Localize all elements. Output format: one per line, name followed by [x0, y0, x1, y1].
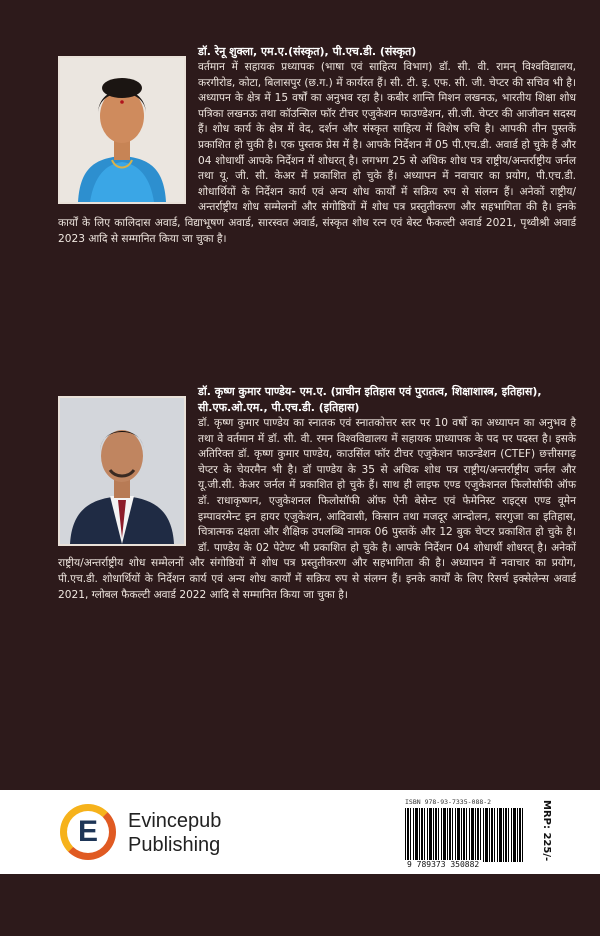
- author1-portrait-image: [60, 58, 184, 202]
- author1-photo: [58, 56, 186, 204]
- author1-bio: वर्तमान में सहायक प्रध्यापक (भाषा एवं साहित्य विभाग) डॉ. सी. वी. रामन् विश्वविद्यालय, करगीरोड, कोटा, बिलासपुर (छ.ग.) में कार्यरत हैं। सी. टी. इ. एफ. सी. जी. चेप्टर की सचिव भी है। अध्यापन के क्षेत्र में 15 वर्षों का अनुभव रहा है। कबीर शान्ति मिशन लखनऊ, भारतीय शिक्षा शोध पत्रिका लखनऊ तथा कॉउन्सिल फॉर टीचर एजुकेशन फाउण्डेशन, सी.जी. चेप्टर की आजीवन सदस्य हैं। शोध कार्य के क्षेत्र में वेद, दर्शन और संस्कृत साहित्य में विशेष रुचि है। आपकी तीन पुस्तकें प्रकाशित हो चुकी है। एक पुस्तक प्रेस में है। आपके निर्देशन में 05 पी.एच.डी. अवार्ड हो चुके हैं और 04 शोधार्थी आपके निर्देशन में शोधरत् है। लगभग 25 से अधिक शोध पत्र राष्ट्रीय/अन्तर्राष्ट्रीय जर्नल तथा यू. जी. सी. केअर में प्रकाशित हो चुके हैं। अध्यापन में नवाचार का प्रयोग, पी.एच.डी. शोधार्थियों के निर्देशन कार्य एवं अन्य शोध कार्यों में सक्रिय रुप से संलग्न हैं। अनेकों राष्ट्रीय/अन्तर्राष्ट्रीय शोध सम्मेलनों और संगोष्ठियों में शोध पत्र प्रस्तुतीकरण और सहभागिता की है। इनके कार्यों के लिए कालिदास अवार्ड, विद्याभूषण अवार्ड, सारस्वत अवार्ड, संस्कृत शोध रत्न एवं बेस्ट फैकल्टी अवार्ड 2021, पृथ्वीश्री अवार्ड 2023 आदि से सम्मानित किया जा चुका है।: [58, 61, 576, 245]
- author2-portrait-image: [60, 398, 184, 544]
- publisher-sub: Publishing: [128, 834, 221, 856]
- author2-bio: डॉ. कृष्ण कुमार पाण्डेय का स्नातक एवं स्नातकोत्तर स्तर पर 10 वर्षो का अध्यापन का अनुभव है तथा वे वर्तमान में डॉ. सी. वी. रमन विश्वविद्यालय में सहायक प्राध्यापक के पद पर पदस्त है। इसके अतिरिक्त डॉ. कृष्ण कुमार पाण्डेय, काउसिंल फॉर टीचर एजुकेशन फाउन्डेशन (CTEF) छत्तीसगढ़ चेप्टर के चेयरमैन भी है। डॉ पाण्डेय के 35 से अधिक शोध पत्र राष्ट्रीय/अन्तर्राष्ट्रीय जर्नल और यू.जी.सी. केअर जर्नल में प्रकाशित हो चुके हैं। साथ ही लाइफ एण्ड एजुकेशनल फिलोसॉफी ऑफ डॉ. राधाकृष्णन, एजुकेशनल फिलोसॉफी ऑफ ऐनी बेसेन्ट एवं फेमेनिस्ट राइट्स एण्ड वूमेन इम्पावरमेन्ट इन हायर एजुकेशन, आदिवासी, किसान तथा मजदूर आन्दोलन, सरगुजा का इतिहास, चित्रात्मक दक्षता और शैक्षिक उपलब्धि नामक 06 पुस्तकें और 12 बुक चेप्टर प्रकाशित हो चुके है। डॉ. पाण्डेय के 02 पेटेण्ट भी प्रकाशित हो चुके है। आपके निर्देशन 04 शोधार्थी शोधरत् है। अनेकों राष्ट्रीय/अन्तर्राष्ट्रीय शोध सम्मेलनों और संगोष्ठियों में शोध पत्र प्रस्तुतीकरण और सहभागिता की है। अध्यापन में नवाचार का प्रयोग, पी.एच.डी. शोधार्थियों के निर्देशन कार्य एवं अन्य शोध कार्यों में सक्रिय रुप से संलग्न हैं। इनके कार्यों के लिए रिसर्च इक्सेलेन्स अवार्ड 2021, ग्लोबल फैकल्टी अवार्ड 2022 आदि से सम्मानित किया जा चुका है।: [58, 417, 576, 601]
- author2-photo: [58, 396, 186, 546]
- author2-heading: डॉ. कृष्ण कुमार पाण्डेय- एम.ए. (प्राचीन इतिहास एवं पुरातत्व, शिक्षाशास्त्र, इतिहास), सी.एफ.ओ.एम., पी.एच.डी. (इतिहास): [198, 385, 542, 414]
- author2-section: [58, 384, 576, 603]
- back-cover-footer: [0, 790, 600, 874]
- price-label-wrap: [540, 800, 554, 870]
- logo-letter: E: [77, 815, 98, 848]
- publisher-logo: [60, 804, 260, 860]
- author1-heading: डॉ. रेनू शुक्ला, एम.ए.(संस्कृत), पी.एच.डी. (संस्कृत): [198, 45, 417, 58]
- price-label: MRP: 225/-: [541, 800, 552, 862]
- isbn-barcode-block: [405, 798, 533, 868]
- publisher-name: Evincepub: [128, 810, 222, 832]
- barcode-icon: [405, 808, 525, 862]
- isbn-label: ISBN 978-93-7335-088-2: [405, 798, 492, 806]
- author1-section: [58, 44, 576, 247]
- isbn-number: 9 789373 350882: [407, 860, 480, 869]
